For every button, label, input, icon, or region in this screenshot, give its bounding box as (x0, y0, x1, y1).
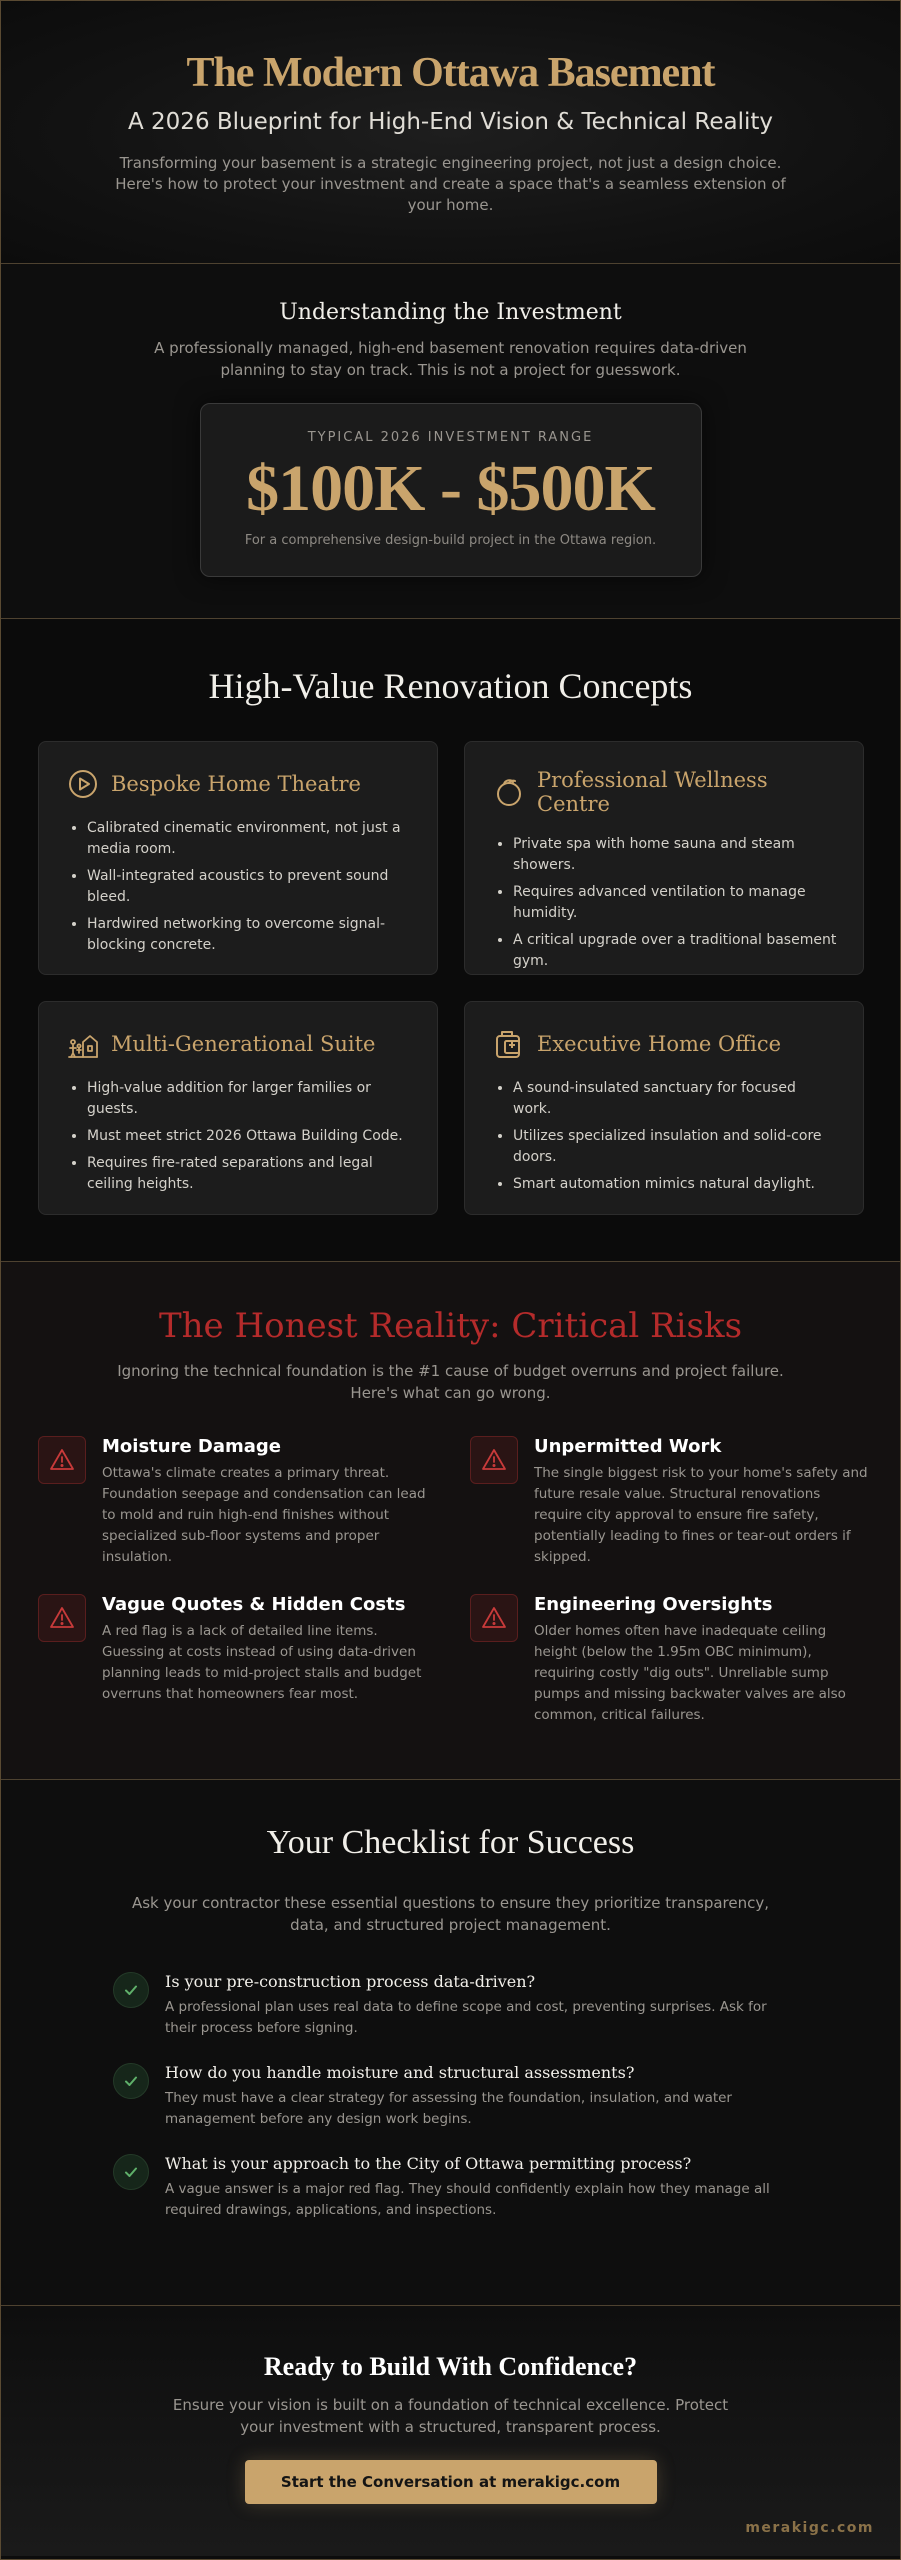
concept-bullets (493, 1078, 837, 1195)
play-circle-icon (67, 768, 99, 800)
investment-range-note: For a comprehensive design-build project in the Ottawa region. (244, 533, 657, 548)
list-item: • Must meet strict 2026 Ottawa Building Code. (87, 1126, 411, 1147)
list-item: • A sound-insulated sanctuary for focused work. (513, 1078, 837, 1120)
cta-heading: Ready to Build With Confidence? (263, 2352, 638, 2381)
warning-triangle-icon (49, 1447, 75, 1473)
investment-section (1, 264, 900, 618)
investment-range-value: $100K - $500K (246, 452, 655, 525)
concept-bullets (67, 818, 411, 956)
list-item: • Wall-integrated acoustics to prevent sound bleed. (87, 866, 411, 908)
hero-intro: Transforming your basement is a strategic engineering project, not just a design choice. Here's how to protect your investment and create a space that's a seamless extension of your home. (115, 154, 786, 214)
risk-text: A red flag is a lack of detailed line items. Guessing at costs instead of using data-driven planning leads to mid-project stalls and budget overruns that homeowners fear most. (102, 1623, 422, 1702)
page-subtitle: A 2026 Blueprint for High-End Vision & Technical Reality (128, 109, 773, 135)
warning-triangle-icon (481, 1447, 507, 1473)
concept-title: Professional Wellness Centre (537, 768, 768, 816)
list-item: • A critical upgrade over a traditional basement gym. (513, 930, 837, 972)
checklist-lead: Ask your contractor these essential questions to ensure they prioritize transparency, data, and structured project management. (131, 1894, 770, 1934)
checklist-item (113, 2063, 793, 2130)
risk-item-moisture-damage (38, 1436, 438, 1568)
risk-icon-box (470, 1594, 518, 1642)
hero-section (1, 1, 900, 263)
concept-card-multigenerational-suite (38, 1001, 438, 1215)
concepts-section (1, 619, 900, 1261)
checklist-items (113, 1972, 793, 2221)
risks-section (1, 1262, 900, 1779)
page-title: The Modern Ottawa Basement (186, 50, 715, 96)
check-badge (113, 1972, 149, 2008)
investment-range-card (200, 403, 702, 577)
risks-grid (38, 1436, 900, 1726)
concept-card-home-office (464, 1001, 864, 1215)
warning-triangle-icon (49, 1605, 75, 1631)
checklist-answer: They must have a clear strategy for assessing the foundation, insulation, and water management before any design work begins. (165, 2090, 732, 2127)
checklist-item (113, 1972, 793, 2039)
risks-heading: The Honest Reality: Critical Risks (158, 1306, 743, 1346)
risk-icon-box (470, 1436, 518, 1484)
list-item: • High-value addition for larger families or guests. (87, 1078, 411, 1120)
check-badge (113, 2154, 149, 2190)
risk-title: Unpermitted Work (534, 1436, 722, 1457)
risk-icon-box (38, 1594, 86, 1642)
checklist-heading: Your Checklist for Success (266, 1824, 635, 1861)
concept-bullets (67, 1078, 411, 1195)
cta-section (1, 2306, 900, 2556)
cta-text: Ensure your vision is built on a foundation of technical excellence. Protect your investment with a structured, transparent process. (172, 2396, 729, 2436)
list-item: • Private spa with home sauna and steam showers. (513, 834, 837, 876)
checklist-section (1, 1780, 900, 2305)
risk-text: The single biggest risk to your home's safety and future resale value. Structural renovations require city approval to ensure fire safety, potentially leading to fines or tear-out orders if skipped. (534, 1465, 868, 1565)
checkmark-icon (122, 1981, 140, 1999)
concept-title: Bespoke Home Theatre (111, 772, 361, 796)
family-house-icon (67, 1028, 99, 1060)
investment-heading: Understanding the Investment (279, 300, 622, 325)
home-office-icon (493, 1028, 525, 1060)
risks-lead: Ignoring the technical foundation is the #1 cause of budget overruns and project failure. Here's what can go wrong. (117, 1362, 784, 1402)
concept-bullets (493, 834, 837, 972)
check-badge (113, 2063, 149, 2099)
risk-title: Moisture Damage (102, 1436, 282, 1457)
concept-card-home-theatre (38, 741, 438, 975)
warning-triangle-icon (481, 1605, 507, 1631)
concept-title: Executive Home Office (537, 1032, 782, 1056)
risk-item-engineering-oversights (470, 1594, 870, 1726)
checklist-question: How do you handle moisture and structural assessments? (165, 2063, 635, 2082)
checklist-question: What is your approach to the City of Ottawa permitting process? (165, 2154, 692, 2173)
risk-title: Vague Quotes & Hidden Costs (102, 1594, 406, 1615)
start-conversation-button[interactable]: Start the Conversation at merakigc.com (245, 2460, 657, 2504)
list-item: • Hardwired networking to overcome signal-blocking concrete. (87, 914, 411, 956)
risk-title: Engineering Oversights (534, 1594, 773, 1615)
checklist-answer: A professional plan uses real data to define scope and cost, preventing surprises. Ask for their process before signing. (165, 1999, 767, 2036)
checklist-question: Is your pre-construction process data-driven? (165, 1972, 536, 1991)
list-item: • Smart automation mimics natural daylight. (513, 1174, 837, 1195)
risk-text: Ottawa's climate creates a primary threat. Foundation seepage and condensation can lead to mold and ruin high-end finishes without specialized sub-floor systems and proper insulation. (102, 1465, 426, 1565)
risk-item-unpermitted-work (470, 1436, 870, 1568)
checklist-item (113, 2154, 793, 2221)
concept-title: Multi-Generational Suite (111, 1032, 376, 1056)
spa-icon (493, 776, 525, 808)
checklist-answer: A vague answer is a major red flag. They should confidently explain how they manage all required drawings, applications, and inspections. (165, 2181, 770, 2218)
list-item: • Calibrated cinematic environment, not just a media room. (87, 818, 411, 860)
risk-text: Older homes often have inadequate ceiling height (below the 1.95m OBC minimum), requiring costly "dig outs". Unreliable sump pumps and missing backwater valves are also common, critical failures. (534, 1623, 846, 1723)
concepts-grid (38, 741, 900, 1215)
list-item: • Utilizes specialized insulation and solid-core doors. (513, 1126, 837, 1168)
risk-item-vague-quotes (38, 1594, 438, 1726)
list-item: • Requires fire-rated separations and legal ceiling heights. (87, 1153, 411, 1195)
concepts-heading: High-Value Renovation Concepts (208, 666, 693, 706)
risk-icon-box (38, 1436, 86, 1484)
list-item: • Requires advanced ventilation to manage humidity. (513, 882, 837, 924)
concept-card-wellness-centre (464, 741, 864, 975)
checkmark-icon (122, 2072, 140, 2090)
investment-range-label: TYPICAL 2026 INVESTMENT RANGE (307, 430, 594, 445)
checkmark-icon (122, 2163, 140, 2181)
investment-lead: A professionally managed, high-end basement renovation requires data-driven planning to stay on track. This is not a project for guesswork. (154, 339, 747, 379)
brand-footer-link[interactable]: merakigc.com (745, 2520, 874, 2536)
